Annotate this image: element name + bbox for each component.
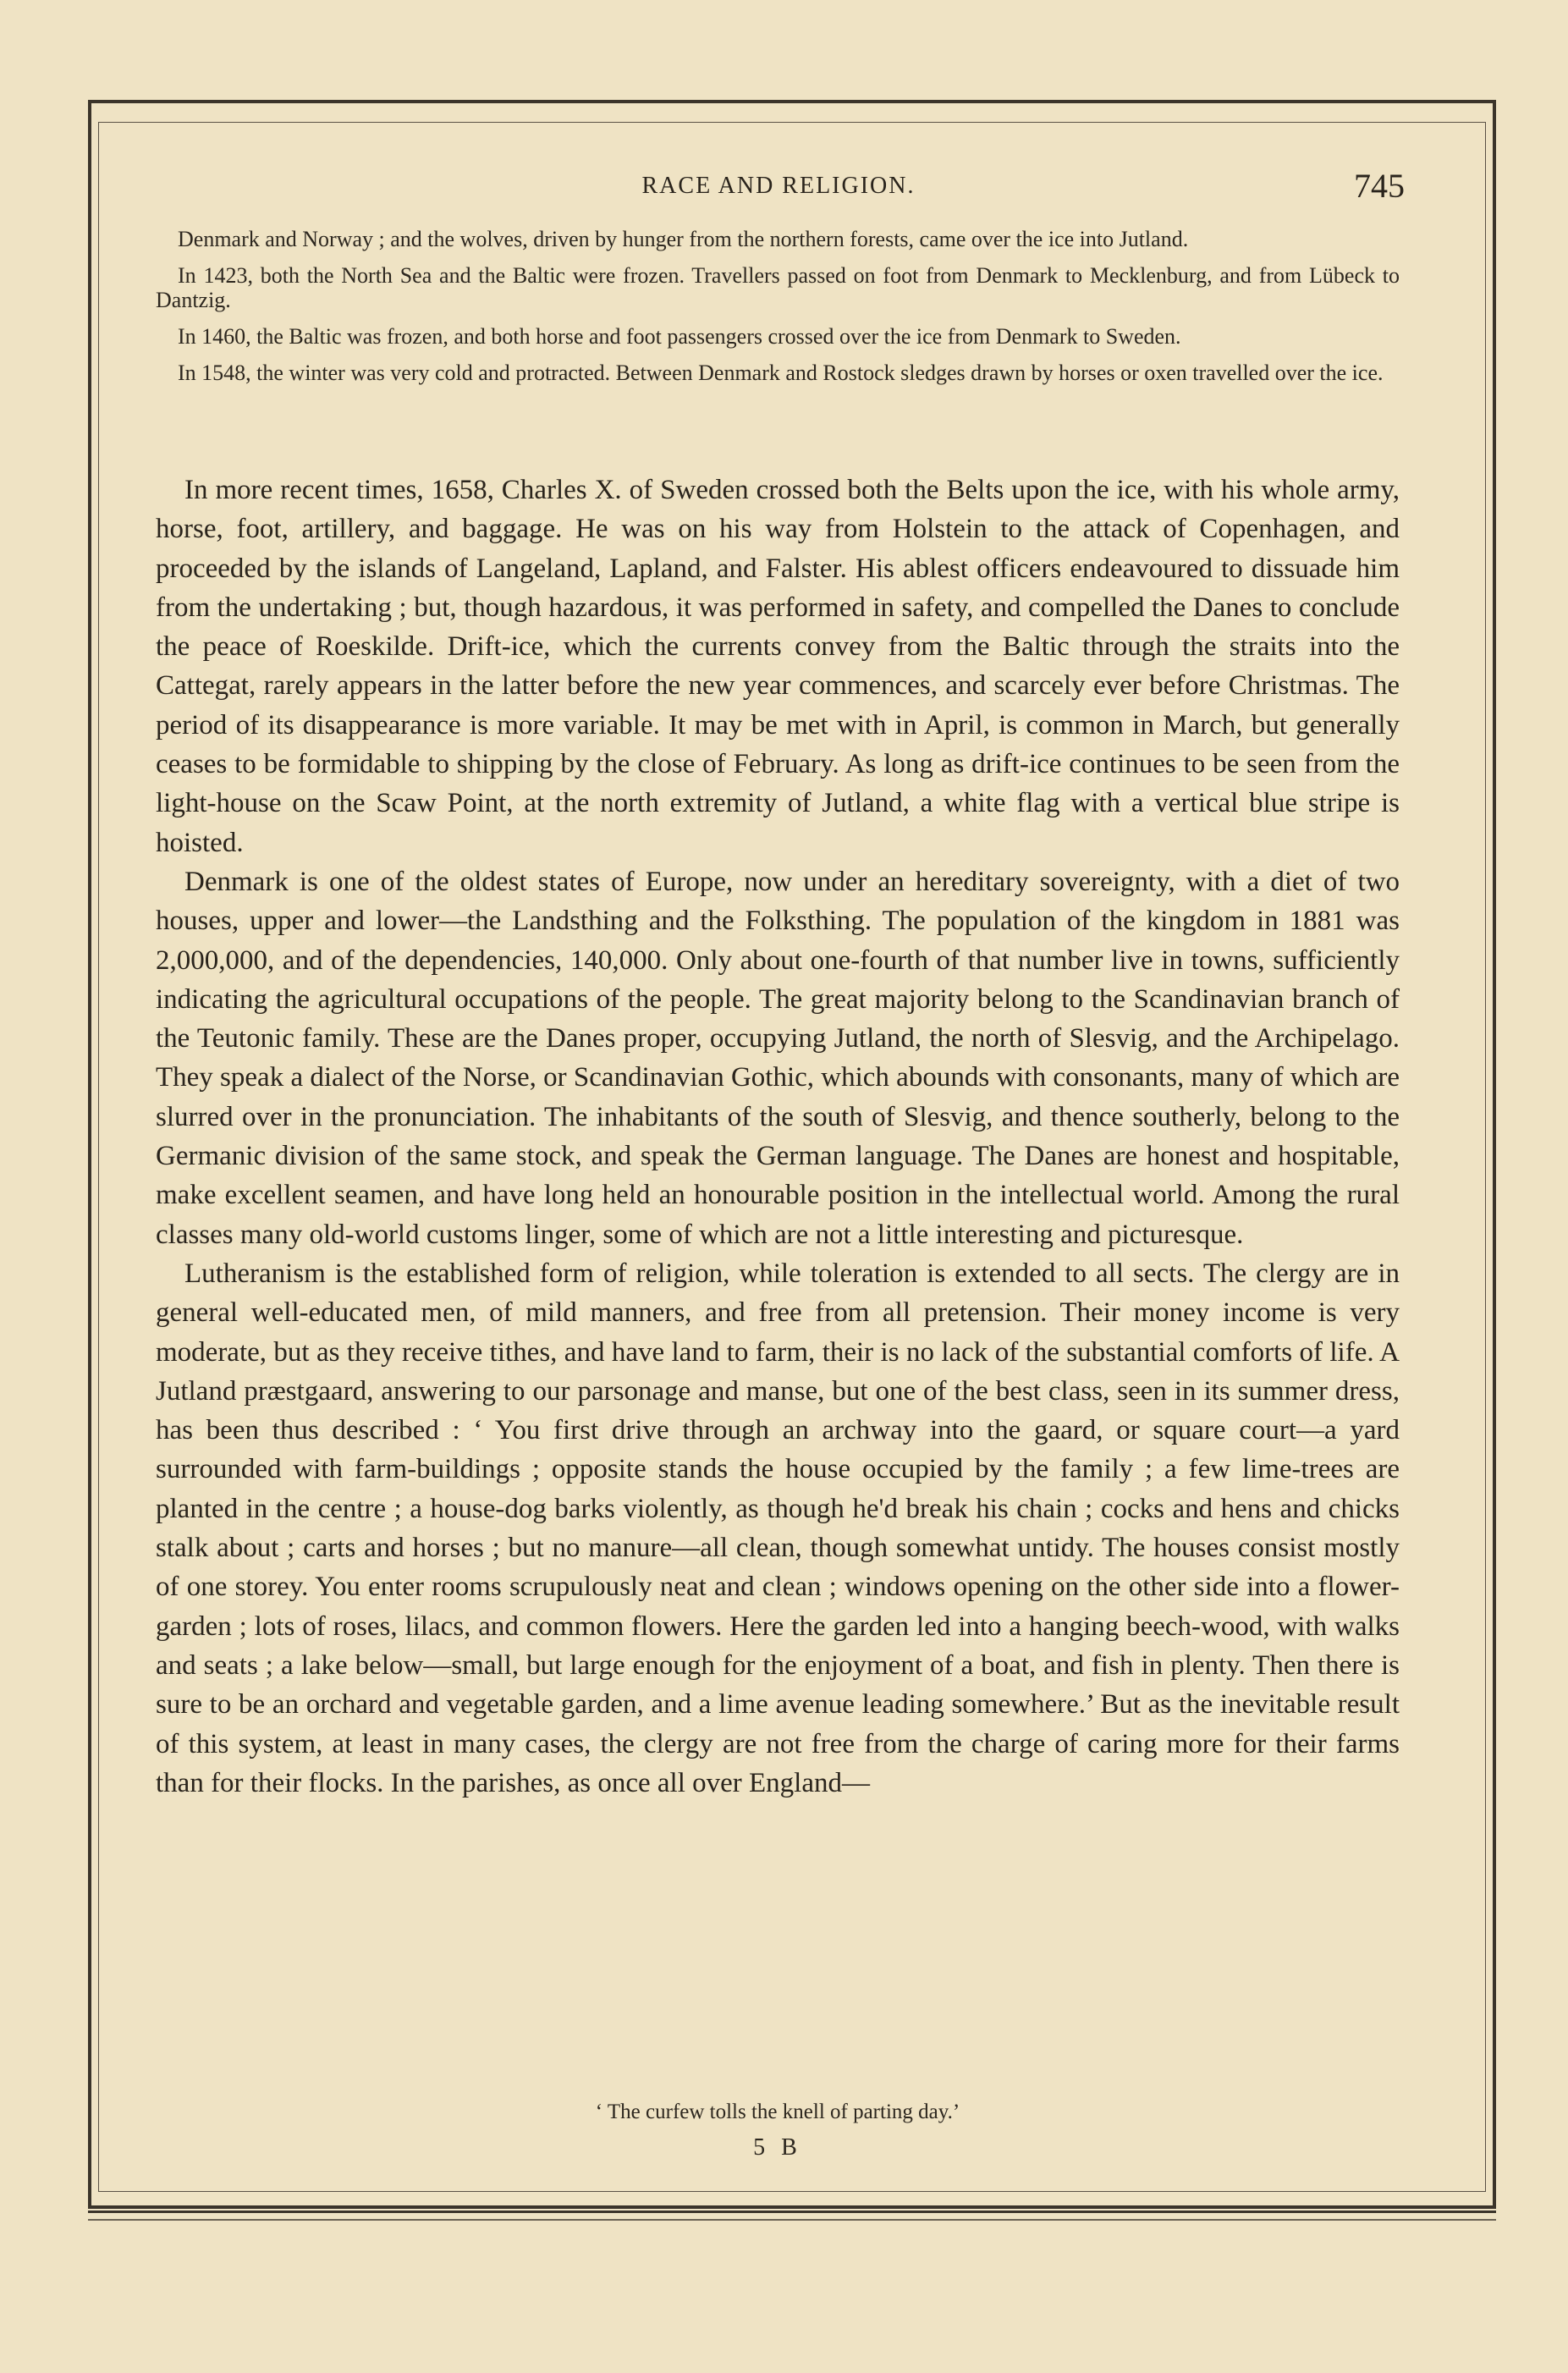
page-number: 745: [1354, 167, 1405, 205]
bottom-rule: [88, 2211, 1496, 2213]
bottom-rule-thin: [88, 2219, 1496, 2221]
body-paragraph: Lutheranism is the established form of religion, while toleration is extended to all sects. The clergy are in general well-educated men, of mild manners, and free from all pretension. Their money income is very moderate, but as they receive tithes, and have land to farm, their is no lack of the substantial comforts of life. A Jutland præstgaard, answering to our parsonage and manse, but one of the best class, seen in its summer dress, has been thus described : ‘ You first drive through an archway into the gaard, or square court—a yard surrounded with farm-buildings ; opposite stands the house occupied by the family ; a few lime-trees are planted in the centre ; a house-dog barks violently, as though he'd break his chain ; cocks and hens and chicks stalk about ; carts and horses ; but no manure—all clean, though somewhat untidy. The houses consist mostly of one storey. You enter rooms scrupulously neat and clean ; windows opening on the other side into a flower-garden ; lots of roses, lilacs, and common flowers. Here the garden led into a hanging beech-wood, with walks and seats ; a lake below—small, but large enough for the enjoyment of a boat, and fish in plenty. Then there is sure to be an orchard and vegetable garden, and a lime avenue leading somewhere.’ But as the inevitable result of this system, at least in many cases, the clergy are not free from the charge of caring more for their farms than for their flocks. In the parishes, as once all over England—: [156, 1258, 1400, 1798]
chronology-notes: [156, 227, 1400, 385]
running-head: [152, 166, 1405, 208]
body-paragraph: Denmark is one of the oldest states of Europe, now under an hereditary sovereignty, with a diet of two houses, upper and lower—the Landsthing and the Folksthing. The population of the kingdom in 1881 was 2,000,000, and of the dependencies, 140,000. Only about one-fourth of that number live in towns, sufficiently indicating the agricultural occupations of the people. The great majority belong to the Scandinavian branch of the Teutonic family. These are the Danes proper, occupying Jutland, the north of Slesvig, and the Archipelago. They speak a dialect of the Norse, or Scandinavian Gothic, which abounds with consonants, many of which are slurred over in the pronunciation. The inhabitants of the south of Slesvig, and thence southerly, belong to the Germanic division of the same stock, and speak the German language. The Danes are honest and hospitable, make excellent seamen, and have long held an honourable position in the intellectual world. Among the rural classes many old-world customs linger, some of which are not a little interesting and picturesque.: [156, 866, 1400, 1250]
note-paragraph: In 1548, the winter was very cold and protracted. Between Denmark and Rostock sledges drawn by horses or oxen travelled over the ice.: [178, 361, 1384, 385]
signature-mark: 5 B: [753, 2134, 802, 2161]
note-paragraph: Denmark and Norway ; and the wolves, driven by hunger from the northern forests, came over the ice into Jutland.: [178, 227, 1189, 251]
body-paragraph: In more recent times, 1658, Charles X. of Sweden crossed both the Belts upon the ice, with his whole army, horse, foot, artillery, and baggage. He was on his way from Holstein to the attack of Copenhagen, and proceeded by the islands of Langeland, Lapland, and Falster. His ablest officers endeavoured to dissuade him from the undertaking ; but, though hazardous, it was performed in safety, and compelled the Danes to conclude the peace of Roeskilde. Drift-ice, which the currents convey from the Baltic through the straits into the Cattegat, rarely appears in the latter before the new year commences, and scarcely ever before Christmas. The period of its disappearance is more variable. It may be met with in April, is common in March, but generally ceases to be formidable to shipping by the close of February. As long as drift-ice continues to be seen from the light-house on the Scaw Point, at the north extremity of Jutland, a white flag with a vertical blue stripe is hoisted.: [156, 475, 1400, 858]
quotation-line: ‘ The curfew tolls the knell of parting day.’: [595, 2100, 960, 2123]
running-title: RACE AND RELIGION.: [641, 173, 916, 199]
main-text: [156, 471, 1400, 1803]
note-paragraph: In 1460, the Baltic was frozen, and both horse and foot passengers crossed over the ice from Denmark to Sweden.: [178, 324, 1181, 349]
note-paragraph: In 1423, both the North Sea and the Baltic were frozen. Travellers passed on foot from Denmark to Mecklenburg, and from Lübeck to Dantzig.: [156, 263, 1400, 312]
